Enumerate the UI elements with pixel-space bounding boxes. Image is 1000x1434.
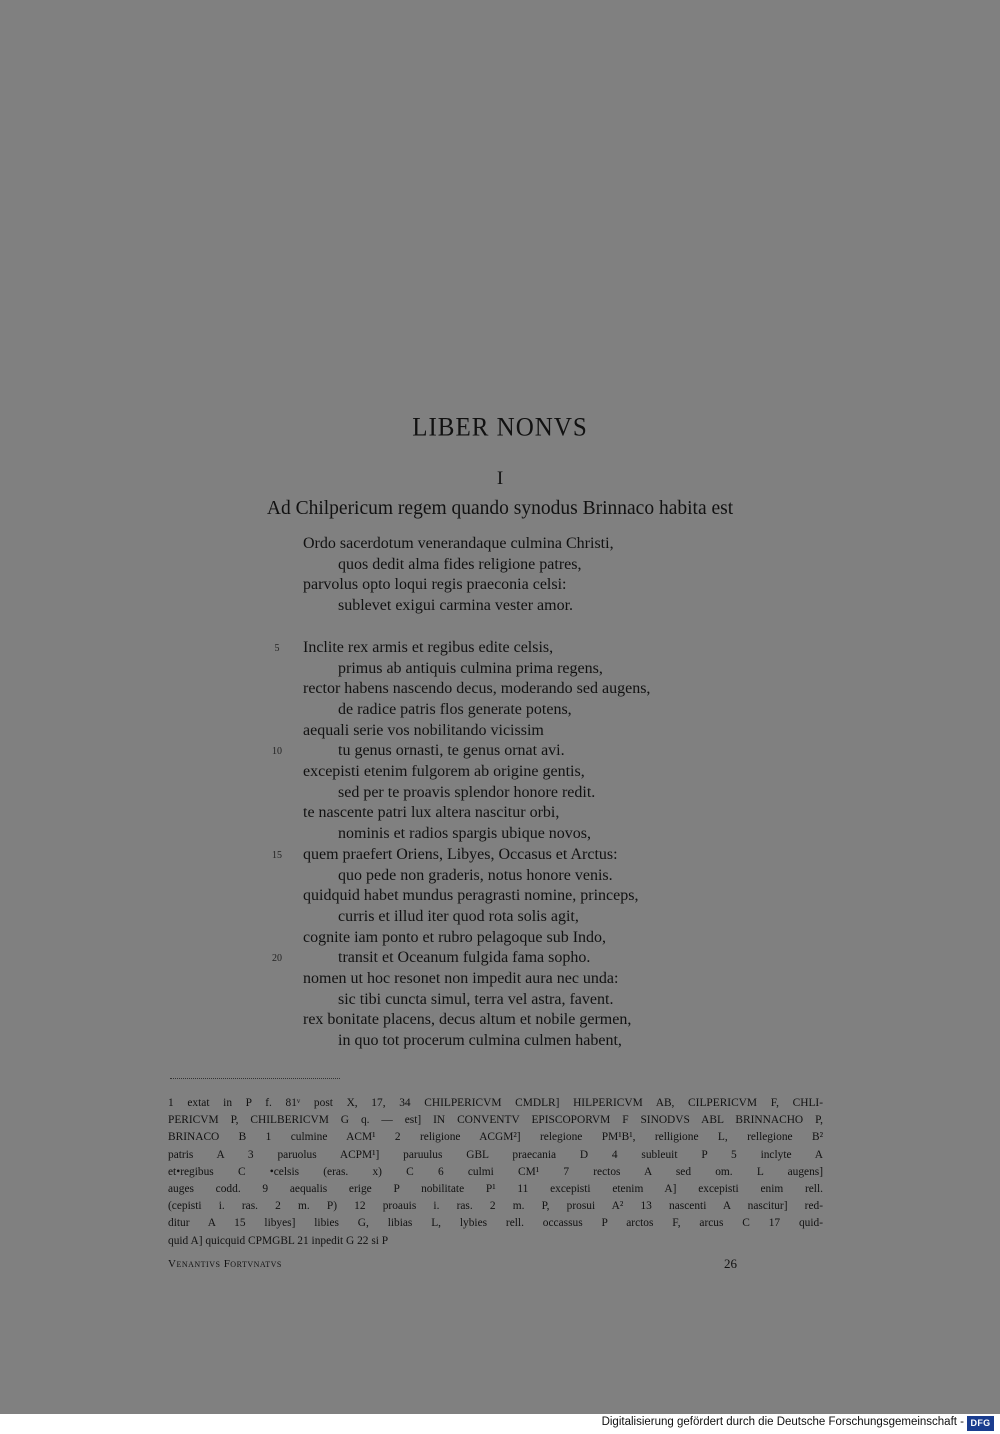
- apparatus-line: patris A 3 paruolus ACPM¹] paruulus GBL praecania D 4 subleuit P 5 inclyte A: [168, 1148, 823, 1161]
- book-title: LIBER NONVS: [412, 413, 588, 442]
- verse-line: parvolus opto loqui regis praeconia celsi:: [303, 576, 567, 594]
- apparatus-line: ditur A 15 libyes] libies G, libias L, lybies rell. occassus P arctos F, arcus C 17 quid-: [168, 1217, 823, 1230]
- poem-number: I: [496, 468, 504, 489]
- line-number: 10: [272, 746, 282, 758]
- verse-line: rex bonitate placens, decus altum et nobile germen,: [303, 1011, 632, 1029]
- apparatus-line: 1 extat in P f. 81ᵛ post X, 17, 34 CHILPERICVM CMDLR] HILPERICVM AB, CILPERICVM F, CHLI-: [168, 1097, 823, 1109]
- dfg-logo-icon[interactable]: DFG: [967, 1416, 994, 1431]
- signature-author: Venantivs Fortvnatvs: [168, 1258, 282, 1270]
- digitization-note: Digitalisierung gefördert durch die Deutsche Forschungsgemeinschaft -: [601, 1416, 964, 1428]
- apparatus-line: et•regibus C •celsis (eras. x) C 6 culmi CM¹ 7 rectos A sed om. L augens]: [168, 1165, 823, 1178]
- line-number: 5: [274, 642, 280, 654]
- verse-line: primus ab antiquis culmina prima regens,: [338, 659, 603, 677]
- verse-line: te nascente patri lux altera nascitur orbi,: [303, 804, 560, 822]
- verse-line: excepisti etenim fulgorem ab origine gentis,: [303, 763, 585, 780]
- digitization-footer: [0, 1414, 1000, 1434]
- verse-line: quidquid habet mundus peragrasti nomine, princeps,: [303, 887, 639, 905]
- verse-line: sed per te proavis splendor honore redit.: [338, 783, 596, 801]
- verse-line: aequali serie vos nobilitando vicissim: [303, 721, 544, 739]
- verse-line: nominis et radios spargis ubique novos,: [338, 825, 592, 843]
- verse-line: cognite iam ponto et rubro pelagoque sub Indo,: [303, 928, 607, 946]
- verse-line: de radice patris flos generate potens,: [338, 700, 572, 718]
- verse-line: nomen ut hoc resonet non impedit aura nec unda:: [303, 970, 619, 987]
- verse-line: in quo tot procerum culmina culmen habent,: [338, 1032, 622, 1050]
- verse-line: quos dedit alma fides religione patres,: [338, 555, 582, 573]
- apparatus-line: BRINACO B 1 culmine ACM¹ 2 religione ACGM²] relegione PM¹B¹, relligione L, rellegione B²: [168, 1131, 823, 1144]
- verse-line: Inclite rex armis et regibus edite celsis,: [303, 638, 554, 656]
- footnote-separator: [170, 1078, 340, 1079]
- apparatus-line: PERICVM P, CHILBERICVM G q. — est] IN CONVENTV EPISCOPORVM F SINODVS ABL BRINNACHO P,: [168, 1114, 823, 1127]
- verse-line: rector habens nascendo decus, moderando sed augens,: [303, 680, 651, 698]
- poem-heading: Ad Chilpericum regem quando synodus Brinnaco habita est: [266, 498, 734, 519]
- verse-line: quem praefert Oriens, Libyes, Occasus et Arctus:: [303, 845, 618, 863]
- verse-line: Ordo sacerdotum venerandaque culmina Christi,: [303, 535, 614, 552]
- verse-line: tu genus ornasti, te genus ornat avi.: [338, 742, 565, 760]
- verse-line: curris et illud iter quod rota solis agit,: [338, 907, 579, 925]
- apparatus-line: (cepisti i. ras. 2 m. P) 12 proauis i. ras. 2 m. P, prosui A² 13 nascenti A nascitur] red-: [168, 1200, 823, 1213]
- verse-line: sublevet exigui carmina vester amor.: [338, 597, 574, 615]
- apparatus-line: quid A] quicquid CPMGBL 21 inpedit G 22 si P: [168, 1234, 389, 1247]
- critical-apparatus: [168, 1095, 823, 1250]
- line-number: 20: [272, 953, 282, 965]
- verse-line: sic tibi cuncta simul, terra vel astra, favent.: [338, 990, 614, 1008]
- apparatus-line: auges codd. 9 aequalis erige P nobilitate P¹ 11 excepisti etenim A] excepisti enim rell.: [168, 1183, 823, 1196]
- sheet-number: 26: [724, 1256, 737, 1271]
- line-number: 15: [272, 849, 282, 861]
- verse-line: transit et Oceanum fulgida fama sopho.: [338, 949, 591, 967]
- verse-line: quo pede non graderis, notus honore venis.: [338, 866, 613, 884]
